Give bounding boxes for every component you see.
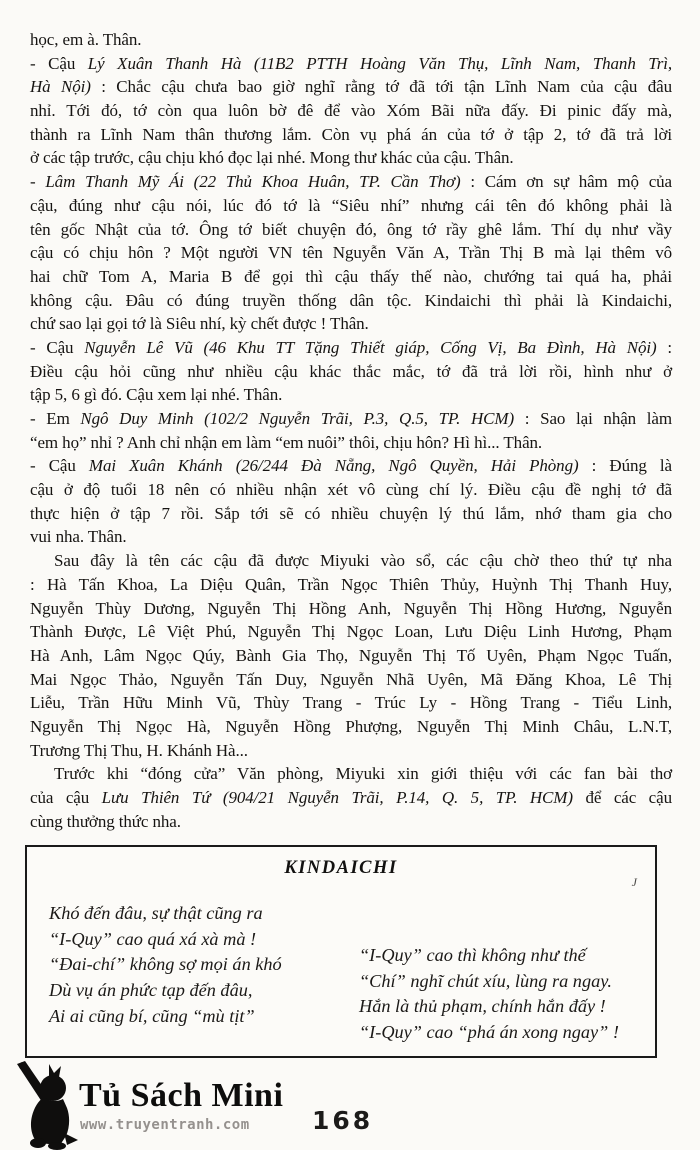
poem-box-title: KINDAICHI: [284, 858, 398, 878]
poem-right-stanza: [359, 943, 619, 1046]
letter-text-line: Nguyễn Thị Ngọc Hà, Nguyễn Hồng Phượng, Nguyễn Thị Minh Châu, L.N.T,: [30, 716, 672, 736]
letter-text-line: tên gốc Nhật của tớ. Ông tớ biết chuyện đó, ông tớ rầy ghê lắm. Thí dụ như vầy: [30, 219, 672, 239]
letter-text-line: thực hiện ở tập 7 rồi. Sắp tới sẽ có nhiều chuyện lý thú lắm, nhớ tham gia cho: [30, 503, 672, 523]
poem-left-stanza: [49, 901, 282, 1029]
letter-text-line: nhỉ. Tới đó, tớ còn qua luôn bờ đê để vào Xóm Bãi nữa đấy. Đi pinic đấy mà,: [30, 101, 672, 121]
poem-line: Khó đến đâu, sự thật cũng ra: [49, 903, 263, 923]
letter-text-line: của cậu Lưu Thiên Tứ (904/21 Nguyễn Trãi, P.14, Q. 5, TP. HCM) để các cậu: [30, 788, 672, 807]
letter-text-line: : Hà Tấn Khoa, La Diệu Quân, Trần Ngọc Thiên Thủy, Huỳnh Thị Thanh Huy,: [30, 574, 672, 594]
letter-text-line: Hà Nội) : Chắc cậu chưa bao giờ nghĩ rằng tớ đã tới tận Lĩnh Nam của cậu đâu: [30, 77, 672, 97]
letter-text-line: cậu có chịu hôn ? Một người VN tên Nguyễn Văn A, Trần Thị B mà lại thêm vô: [30, 243, 672, 263]
letter-text-line: Sau đây là tên các cậu đã được Miyuki vào sổ, các cậu chờ theo thứ tự nha: [54, 551, 672, 571]
letter-text-line: ở các tập trước, cậu chịu khó đọc lại nhé. Mong thư khác của cậu. Thân.: [30, 148, 514, 168]
poem-line: Ai ai cũng bí, cũng “mù tịt”: [49, 1005, 255, 1026]
letter-text-line: - Cậu Lý Xuân Thanh Hà (11B2 PTTH Hoàng Văn Thụ, Lĩnh Nam, Thanh Trì,: [30, 53, 672, 73]
letter-text-line: - Cậu Nguyễn Lê Vũ (46 Khu TT Tặng Thiết giáp, Cống Vị, Ba Đình, Hà Nội) :: [30, 337, 672, 357]
letter-text-line: tập 5, 6 gì đó. Cậu xem lại nhé. Thân.: [30, 385, 283, 405]
letter-text-line: cậu ở độ tuổi 18 nên có nhiều nhận xét vô cùng chí lý. Điều cậu đề nghị tớ đã: [30, 480, 672, 500]
page-number: 168: [312, 1106, 374, 1135]
letter-text-line: Nguyễn Thùy Dương, Nguyễn Thị Hồng Anh, Nguyễn Thị Hồng Hương, Nguyễn: [30, 598, 672, 618]
poem-line: Hắn là thủ phạm, chính hắn đấy !: [359, 996, 606, 1017]
letter-text-line: Mai Ngọc Thảo, Nguyễn Tấn Duy, Nguyễn Nhã Uyên, Mã Đăng Khoa, Lê Thị: [30, 669, 672, 689]
letter-text-line: Thành Được, Lê Việt Phú, Nguyễn Thị Ngọc Loan, Lưu Diệu Linh Hương, Phạm: [30, 622, 672, 642]
ink-speck: J: [631, 875, 637, 889]
poem-line: “I-Quy” cao thì không như thế: [359, 945, 586, 965]
letter-text-line: hai chữ Tom A, Maria B để gọi thì cậu thấy thế nào, chướng tai quá ha, phải: [30, 266, 672, 286]
poem-line: “Chí” nghĩ chút xíu, lùng ra ngay.: [359, 970, 612, 991]
letter-text-line: cùng thưởng thức nha.: [30, 811, 181, 831]
letter-text-line: vui nha. Thân.: [30, 527, 127, 547]
letter-text-line: thành ra Lĩnh Nam thân thương lắm. Còn vụ phá án của tớ ở tập 2, tớ đã trả lời: [30, 124, 672, 144]
website-url-text: www.truyentranh.com: [80, 1117, 250, 1133]
kindaichi-poem-box: [25, 845, 657, 1058]
letter-text-line: Trước khi “đóng cửa” Văn phòng, Miyuki xin giới thiệu với các fan bài thơ: [54, 764, 672, 784]
letter-text-line: - Em Ngô Duy Minh (102/2 Nguyễn Trãi, P.3, Q.5, TP. HCM) : Sao lại nhận làm: [30, 409, 672, 428]
letter-text-line: chứ sao lại gọi tớ là Siêu nhí, kỳ chết được ! Thân.: [30, 314, 369, 334]
poem-line: Dù vụ án phức tạp đến đâu,: [49, 980, 253, 1001]
fan-letters-text-column: [30, 28, 672, 833]
mascot-character-silhouette-icon: [16, 1061, 80, 1150]
poem-line: “I-Quy” cao quá xá xà mà !: [49, 928, 257, 949]
letter-text-line: “em họ” nhỉ ? Anh chỉ nhận em làm “em nuôi” thôi, chịu hôn? Hì hì... Thân.: [30, 432, 543, 452]
letter-text-line: Liễu, Trần Hữu Minh Vũ, Thùy Trang - Trúc Ly - Hồng Trang - Tiểu Linh,: [30, 693, 672, 713]
poem-line: “I-Quy” cao “phá án xong ngay” !: [359, 1022, 619, 1043]
letter-text-line: Trương Thị Thu, H. Khánh Hà...: [30, 740, 248, 760]
letter-text-line: không cậu. Đâu có đúng truyền thống dân tộc. Kindaichi thì phải là Kindaichi,: [30, 290, 672, 310]
letter-text-line: - Cậu Mai Xuân Khánh (26/244 Đà Nẵng, Ngô Quyền, Hải Phòng) : Đúng là: [30, 456, 672, 476]
publisher-logo-text: Tủ Sách Mini: [79, 1077, 284, 1114]
letter-text-line: cậu, đúng như cậu nói, lúc đó tớ là “Siêu nhí” nhưng cái tên đó không phải là: [30, 195, 672, 215]
letter-text-line: Điều cậu hỏi cũng như nhiều cậu khác thắc mắc, tớ đã trả lời rồi, hình như ở: [30, 361, 672, 381]
letter-text-line: học, em à. Thân.: [30, 30, 142, 49]
letter-text-line: Hà Anh, Lâm Ngọc Qúy, Bành Gia Thọ, Nguyễn Thị Tố Uyên, Phạm Ngọc Tuấn,: [30, 645, 672, 665]
poem-line: “Đai-chí” không sợ mọi án khó: [49, 954, 282, 975]
letter-text-line: - Lâm Thanh Mỹ Ái (22 Thủ Khoa Huân, TP. Cần Thơ) : Cám ơn sự hâm mộ của: [30, 172, 672, 192]
